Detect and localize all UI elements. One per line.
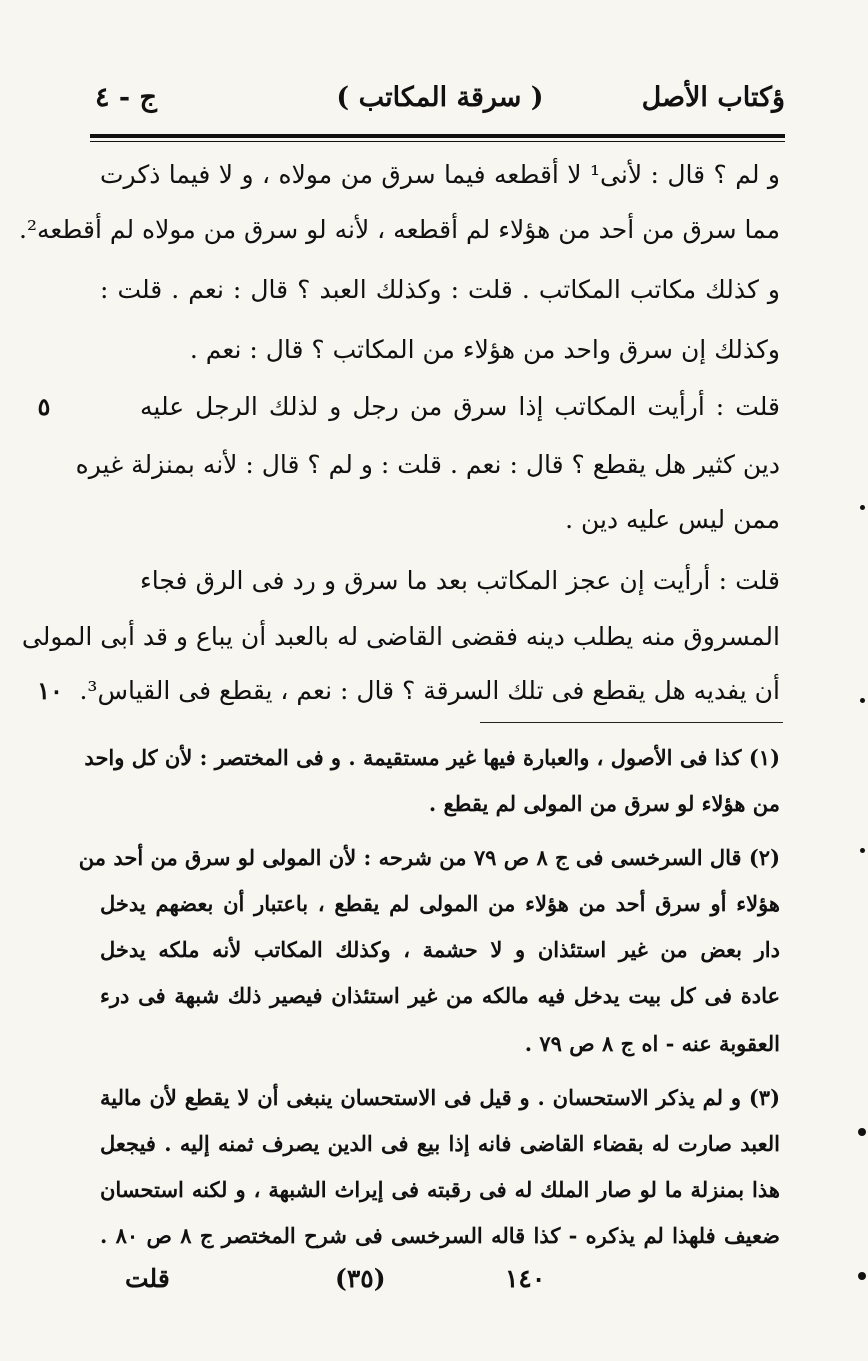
body-line-2: مما سرق من أحد من هؤلاء لم أقطعه ، لأنه لو سرق من مولاه لم أقطعه². [19,215,780,244]
body-line-5: قلت : أرأيت المكاتب إذا سرق من رجل و لذلك الرجل عليه [140,392,780,421]
footnote-1-line-1: (١) كذا فى الأصول ، والعبارة فيها غير مستقيمة . و فى المختصر : لأن كل واحد [84,745,780,770]
header-rule-thick [90,134,785,138]
footnote-3-line-4: ضعيف فلهذا لم يذكره - كذا قاله السرخسى فى شرح المختصر ج ٨ ص ٨٠ . [100,1223,781,1248]
page-number: ١٤٠ [505,1264,546,1293]
footnote-2-line-3: دار بعض من غير استئذان و لا حشمة ، وكذلك المكاتب لأنه ملكه يدخل [100,937,780,962]
catchword: قلت [125,1264,170,1293]
scan-speck [860,505,865,510]
footnote-separator [480,722,783,723]
footnote-2-line-2: هؤلاء أو سرق أحد من هؤلاء من المولى لم يقطع ، باعتبار أن بعضهم يدخل [100,891,780,916]
running-header [95,82,785,124]
header-rule-thin [90,141,785,142]
body-line-6: دين كثير هل يقطع ؟ قال : نعم . قلت : و لم ؟ قال : لأنه بمنزلة غيره [75,450,780,479]
signature-mark: (٣٥) [335,1264,386,1293]
body-line-9: المسروق منه يطلب دينه فقضى القاضى له بالعبد أن يباع و قد أبى المولى [21,622,780,651]
body-line-3: و كذلك مكاتب المكاتب . قلت : وكذلك العبد ؟ قال : نعم . قلت : [100,275,780,304]
footnote-2-line-4: عادة فى كل بيت يدخل فيه مالكه من غير استئذان فيصير ذلك شبهة فى درء [100,983,780,1008]
footnote-2-line-1: (٢) قال السرخسى فى ج ٨ ص ٧٩ من شرحه : لأن المولى لو سرق من أحد من [78,845,780,870]
body-line-10: أن يفديه هل يقطع فى تلك السرقة ؟ قال : نعم ، يقطع فى القياس³. [79,676,780,705]
volume-number: ج - ٤ [95,82,157,113]
line-number-10: ١٠ [37,676,63,705]
footnote-3-line-1: (٣) و لم يذكر الاستحسان . و قيل فى الاستحسان ينبغى أن لا يقطع لأن مالية [100,1085,780,1110]
footnote-2-line-5: العقوبة عنه - اه ج ٨ ص ٧٩ . [524,1031,780,1056]
footnote-1-line-2: من هؤلاء لو سرق من المولى لم يقطع . [428,791,780,816]
footnote-3-line-3: هذا بمنزلة ما لو صار الملك له فى رقبته فى إيراث الشبهة ، و لكنه استحسان [100,1177,780,1202]
body-line-4: وكذلك إن سرق واحد من هؤلاء من المكاتب ؟ قال : نعم . [189,335,780,364]
chapter-title: ( سرقة المكاتب ) [336,82,544,113]
body-line-7: ممن ليس عليه دين . [565,505,780,534]
scan-speck [860,698,865,703]
body-line-1: و لم ؟ قال : لأنى¹ لا أقطعه فيما سرق من مولاه ، و لا فيما ذكرت [100,160,780,189]
scan-speck [858,1272,866,1280]
book-title: ؤكتاب الأصل [641,82,785,113]
scan-speck [860,848,865,853]
line-number-5: ٥ [37,392,51,421]
body-line-8: قلت : أرأيت إن عجز المكاتب بعد ما سرق و رد فى الرق فجاء [140,566,780,595]
page-footer [95,1264,785,1308]
footnote-3-line-2: العبد صارت له بقضاء القاضى فانه إذا بيع فى الدين يصرف ثمنه إليه . فيجعل [100,1131,780,1156]
scan-speck [858,1128,866,1136]
